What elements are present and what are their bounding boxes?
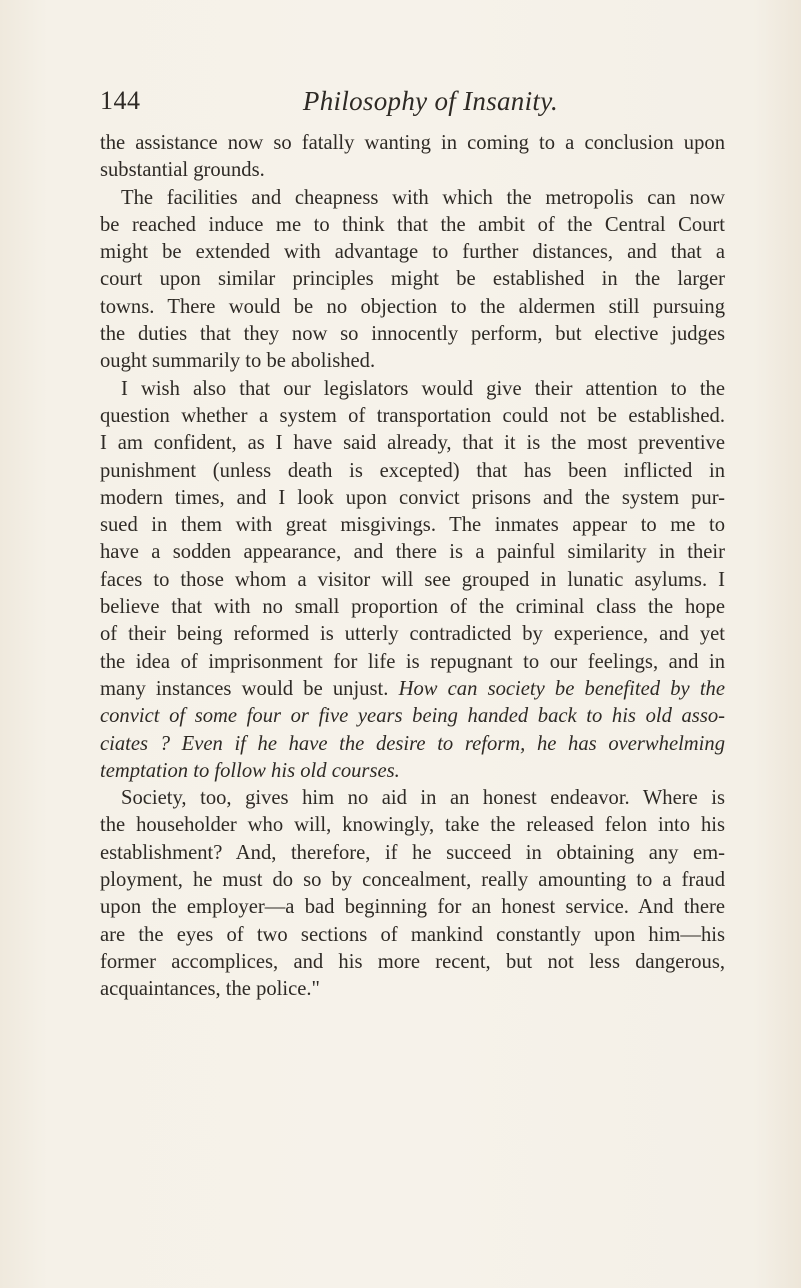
text-line-content: punishment (unless death is excepted) that has been inflicted in	[100, 459, 725, 482]
text-line	[100, 949, 725, 976]
text-line-content: I am confident, as I have said already, that it is the most preventive	[100, 432, 725, 455]
text-line-content: ciates ? Even if he have the desire to reform, he has overwhelming	[100, 732, 725, 755]
text-line	[100, 294, 725, 321]
text-line-content: establishment? And, therefore, if he succeed in obtaining any em-	[100, 841, 725, 864]
text-line-content: modern times, and I look upon convict prisons and the system pur-	[100, 486, 725, 509]
text-line	[100, 157, 725, 184]
text-line	[100, 976, 725, 1003]
text-line-content: many instances would be unjust.	[100, 677, 389, 700]
text-line-content: substantial grounds.	[100, 159, 265, 182]
text-line-content: the duties that they now so innocently perform, but elective judges	[100, 323, 725, 346]
text-line-content: former accomplices, and his more recent, but not less dangerous,	[100, 950, 725, 973]
text-line	[100, 185, 725, 212]
body-text	[100, 130, 725, 1004]
text-line-content: the assistance now so fatally wanting in coming to a conclusion upon	[100, 132, 725, 154]
text-line	[100, 130, 725, 157]
text-line	[100, 212, 725, 239]
text-line	[100, 539, 725, 566]
text-line-content: the householder who will, knowingly, take the released felon into his	[100, 814, 725, 837]
text-line-content: faces to those whom a visitor will see grouped in lunatic asylums. I	[100, 568, 725, 591]
running-head	[100, 84, 725, 118]
text-line	[100, 812, 725, 839]
text-line-content: be reached induce me to think that the ambit of the Central Court	[100, 213, 725, 236]
text-line-content: towns. There would be no objection to the aldermen still pursuing	[100, 295, 725, 318]
text-line-content: The facilities and cheapness with which the metropolis can now	[121, 186, 725, 209]
page-number: 144	[100, 86, 141, 115]
text-line	[100, 649, 725, 676]
text-line	[100, 703, 725, 730]
text-line	[100, 922, 725, 949]
text-line-content: of their being reformed is utterly contradicted by experience, and yet	[100, 623, 725, 646]
text-line	[100, 376, 725, 403]
text-line-content: are the eyes of two sections of mankind constantly upon him—his	[100, 923, 725, 946]
text-line	[100, 840, 725, 867]
text-line	[100, 458, 725, 485]
text-line-content: ployment, he must do so by concealment, really amounting to a fraud	[100, 869, 725, 892]
text-line	[100, 758, 725, 785]
text-line	[100, 676, 725, 703]
text-line	[100, 485, 725, 512]
text-line	[100, 785, 725, 812]
text-line	[100, 239, 725, 266]
text-line	[100, 403, 725, 430]
text-line	[100, 348, 725, 375]
text-line	[100, 567, 725, 594]
text-line-content: I wish also that our legislators would give their attention to the	[121, 377, 725, 400]
text-line	[100, 594, 725, 621]
text-line	[100, 430, 725, 457]
text-line-italic-tail: How can society be benefited by the	[398, 677, 725, 700]
text-line-content: might be extended with advantage to further distances, and that a	[100, 241, 725, 264]
text-line	[100, 266, 725, 293]
text-line-content: temptation to follow his old courses.	[100, 759, 400, 782]
text-line-content: have a sodden appearance, and there is a painful similarity in their	[100, 541, 725, 564]
text-line	[100, 894, 725, 921]
text-line-content: Society, too, gives him no aid in an honest endeavor. Where is	[121, 787, 725, 810]
text-line-content: sued in them with great misgivings. The inmates appear to me to	[100, 514, 725, 537]
text-line-content: ought summarily to be abolished.	[100, 350, 376, 373]
running-title: Philosophy of Insanity.	[302, 86, 559, 116]
text-line	[100, 321, 725, 348]
text-line-content: acquaintances, the police."	[100, 978, 320, 1001]
text-line-content: upon the employer—a bad beginning for an honest service. And there	[100, 896, 725, 919]
text-line-content: question whether a system of transportation could not be established.	[100, 404, 725, 427]
text-line-content: court upon similar principles might be established in the larger	[100, 268, 725, 291]
text-line	[100, 621, 725, 648]
text-line	[100, 731, 725, 758]
text-line-content: the idea of imprisonment for life is repugnant to our feelings, and in	[100, 650, 725, 673]
text-line-content: believe that with no small proportion of the criminal class the hope	[100, 596, 725, 619]
text-line	[100, 512, 725, 539]
text-line-content: convict of some four or five years being handed back to his old asso-	[100, 705, 725, 728]
text-line	[100, 867, 725, 894]
